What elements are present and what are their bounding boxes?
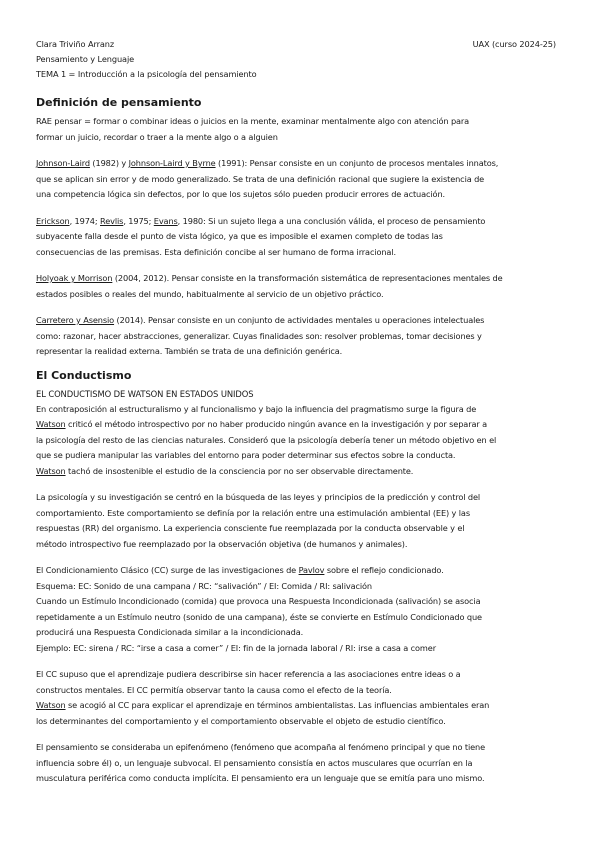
- paragraph-pensamiento: [36, 740, 564, 787]
- text-line: Watson criticó el método introspectivo por no haber producido ningún avance en la investigación y por separar a: [36, 419, 487, 429]
- text-line: El CC supuso que el aprendizaje pudiera describirse sin hacer referencia a las asociaciones entre ideas o a: [36, 669, 461, 679]
- rae-definition: [36, 114, 564, 145]
- text-line: que se pudiera manipular las variables del entorno para poder determinar sus efectos sobre la conducta.: [36, 450, 456, 460]
- author-ref: Watson: [36, 465, 66, 476]
- text-line: Watson tachó de insostenible el estudio de la consciencia por no ser observable directamente.: [36, 465, 414, 476]
- paragraph-cc: [36, 667, 564, 729]
- definition-holyoak: [36, 271, 564, 302]
- text-line: Johnson-Laird (1982) y Johnson-Laird y Byrne (1991): Pensar consiste en un conjunto de procesos mentales innatos,: [36, 158, 499, 168]
- text-line: influencia sobre él) o, un lenguaje subvocal. El pensamiento consistía en actos musculares que ocurrían en la: [36, 757, 473, 768]
- section-heading-definition: Definición de pensamiento: [36, 96, 202, 109]
- text-line: subyacente falla desde el punto de vista lógico, ya que es imposible el examen completo de todas las: [36, 231, 443, 241]
- author-name: Clara Triviño Arranz: [36, 39, 115, 49]
- topic-title: TEMA 1 = Introducción a la psicología del pensamiento: [36, 69, 257, 79]
- text-line: que se aplican sin error y de modo generalizado. Se trata de una definición racional que sugiere la existencia de: [36, 173, 485, 184]
- subject-name: Pensamiento y Lenguaje: [36, 54, 135, 64]
- page-header: [36, 37, 556, 82]
- author-ref: Johnson-Laird y Byrne: [128, 158, 216, 168]
- author-ref: Carretero y Asensio: [36, 315, 115, 325]
- text-line: una competencia lógica sin defectos, por lo que los sujetos sólo pueden producir errores de actuación.: [36, 189, 445, 199]
- course-label: UAX (curso 2024-25): [472, 39, 556, 49]
- text-line: repetidamente a un Estímulo neutro (sonido de una campana), éste se convierte en Estímulo Condicionado que: [36, 611, 482, 622]
- text-line: Esquema: EC: Sonido de una campana / RC: “salivación” / EI: Comida / RI: salivación: [36, 580, 372, 591]
- text-line: La psicología y su investigación se centró en la búsqueda de las leyes y principios de la predicción y control del: [36, 492, 481, 502]
- text-line: los determinantes del comportamiento y el comportamiento observable el objeto de estudio científico.: [36, 715, 446, 726]
- definition-erickson: [36, 214, 564, 261]
- text-line: Watson se acogió al CC para explicar el aprendizaje en términos ambientalistas. Las influencias ambientales eran: [36, 700, 490, 710]
- text-line: musculatura periférica como conducta implícita. El pensamiento era un lenguaje que se emitía para uno mismo.: [36, 773, 485, 783]
- text-line: Carretero y Asensio (2014). Pensar consiste en un conjunto de actividades mentales u operaciones intelectuales: [36, 315, 485, 325]
- author-ref: Johnson-Laird: [36, 158, 90, 168]
- text-line: Holyoak y Morrison (2004, 2012). Pensar consiste en la transformación sistemática de representaciones mentales de: [36, 273, 503, 283]
- author-ref: Evans: [153, 215, 178, 226]
- text-line: la psicología del resto de las ciencias naturales. Consideró que la psicología debería tener un método objetivo en el: [36, 434, 497, 445]
- text-line: producirá una Respuesta Condicionada similar a la incondicionada.: [36, 627, 304, 637]
- paragraph-comportamiento: [36, 490, 564, 552]
- text-line: RAE pensar = formar o combinar ideas o juicios en la mente, examinar mentalmente algo con atención para: [36, 116, 470, 126]
- author-ref: Watson: [36, 419, 66, 429]
- text-line: El Condicionamiento Clásico (CC) surge de las investigaciones de Pavlov sobre el reflejo condicionado.: [36, 565, 444, 575]
- subsection-heading: EL CONDUCTISMO DE WATSON EN ESTADOS UNIDOS: [36, 388, 254, 399]
- author-ref: Holyoak y Morrison: [36, 273, 113, 283]
- paragraph-watson: [36, 402, 564, 480]
- text-line: método introspectivo fue reemplazado por la observación objetiva (de humanos y animales).: [36, 538, 408, 549]
- author-ref: Revlis: [100, 215, 124, 226]
- text-line: El pensamiento se consideraba un epifenómeno (fenómeno que acompaña al fenómeno principal y que no tiene: [36, 742, 486, 752]
- text-line: consecuencias de las premisas. Esta definición concibe al ser humano de forma irracional.: [36, 246, 396, 257]
- section-heading-conductismo: El Conductismo: [36, 368, 132, 382]
- text-line: respuestas (RR) del organismo. La experiencia consciente fue reemplazada por la conducta observable y el: [36, 523, 465, 533]
- text-line: estados posibles o reales del mundo, habitualmente al servicio de un objetivo práctico.: [36, 288, 384, 299]
- document-body: [36, 96, 564, 787]
- text-line: Ejemplo: EC: sirena / RC: “irse a casa a comer” / EI: fin de la jornada laboral / RI: irse a casa a comer: [36, 642, 436, 653]
- text-line: comportamiento. Este comportamiento se definía por la relación entre una estimulación ambiental (EE) y las: [36, 507, 470, 518]
- text-line: como: razonar, hacer abstracciones, generalizar. Cuyas finalidades son: resolver problemas, tomar decisiones y: [36, 330, 482, 341]
- author-ref: Pavlov: [298, 565, 325, 575]
- paragraph-condicionamiento: [36, 563, 564, 656]
- text-line: Cuando un Estímulo Incondicionado (comida) que provoca una Respuesta Incondicionada (salivación) se asocia: [36, 596, 481, 606]
- text-line: Erickson, 1974; Revlis, 1975; Evans, 1980: Si un sujeto llega a una conclusión válida, el proceso de pensamiento: [36, 215, 486, 226]
- text-line: En contraposición al estructuralismo y al funcionalismo y bajo la influencia del pragmatismo surge la figura de: [36, 403, 477, 414]
- text-line: constructos mentales. El CC permitía observar tanto la causa como el efecto de la teoría.: [36, 684, 392, 695]
- author-ref: Watson: [36, 700, 66, 710]
- text-line: representar la realidad externa. También se trata de una definición genérica.: [36, 346, 343, 356]
- definition-carretero: [36, 313, 564, 360]
- text-line: formar un juicio, recordar o traer a la mente algo o a alguien: [36, 131, 278, 142]
- author-ref: Erickson: [36, 215, 70, 226]
- definition-johnson-laird: [36, 156, 564, 203]
